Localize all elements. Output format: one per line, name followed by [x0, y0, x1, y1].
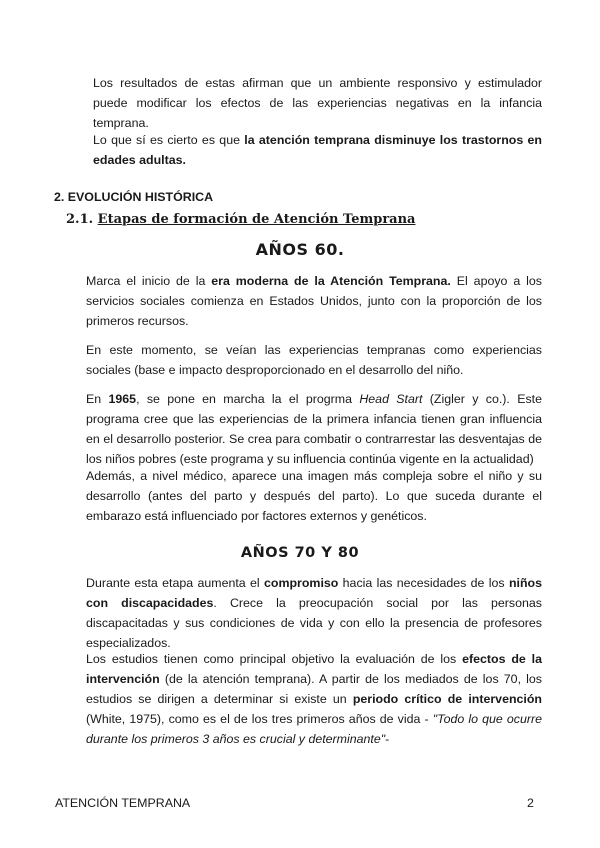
intro-paragraph-2: Lo que sí es cierto es que la atención temprana disminuye los trastornos en edades adultas. — [93, 133, 542, 167]
anos-70-80-title: AÑOS 70 Y 80 — [240, 545, 360, 561]
anos-70-paragraph-1: Durante esta etapa aumenta el compromiso hacia las necesidades de los niños con discapacidades. Crece la preocupación social por las personas discapacitadas y sus condiciones de vida y con ello la presencia de profesores especializados. — [86, 576, 542, 650]
anos-60-paragraph-1: Marca el inicio de la era moderna de la Atención Temprana. El apoyo a los servicios sociales comienza en Estados Unidos, junto con la proporción de los primeros recursos. — [86, 274, 542, 328]
anos-60-paragraph-2: En este momento, se veían las experiencias tempranas como experiencias sociales (base e impacto desproporcionado en el desarrollo del niño. — [86, 343, 542, 377]
anos-70-paragraph-2: Los estudios tienen como principal objetivo la evaluación de los efectos de la intervención (de la atención temprana). A partir de los mediados de los 70, los estudios se dirigen a determinar si existe un periodo crítico de intervención (White, 1975), como es el de los tres primeros años de vida - "Todo lo que ocurre durante los primeros 3 años es crucial y determinante"- — [86, 652, 542, 746]
intro-paragraph-1: Los resultados de estas afirman que un ambiente responsivo y estimulador puede modificar los efectos de las experiencias negativas en la infancia temprana. — [93, 76, 542, 130]
anos-60-paragraph-3: En 1965, se pone en marcha la el progrma Head Start (Zigler y co.). Este programa cree que las experiencias de la primera infancia tienen gran influencia en el desarrollo posterior. Se crea para combatir o contrarrestar las desventajas de los niños pobres (este programa y su influencia continúa vigente en la actualidad) — [86, 392, 542, 466]
footer-title: ATENCIÓN TEMPRANA — [55, 796, 191, 810]
anos-60-paragraph-4: Además, a nivel médico, aparece una imagen más compleja sobre el niño y su desarrollo (antes del parto y después del parto). Lo que suceda durante el embarazo está influenciado por factores externos y genéticos. — [86, 469, 542, 523]
subsection-heading: 2.1. Etapas de formación de Atención Temprana — [66, 212, 416, 227]
page-number: 2 — [527, 796, 534, 810]
anos-60-title: AÑOS 60. — [255, 240, 345, 259]
section-heading: 2. EVOLUCIÓN HISTÓRICA — [54, 190, 214, 204]
